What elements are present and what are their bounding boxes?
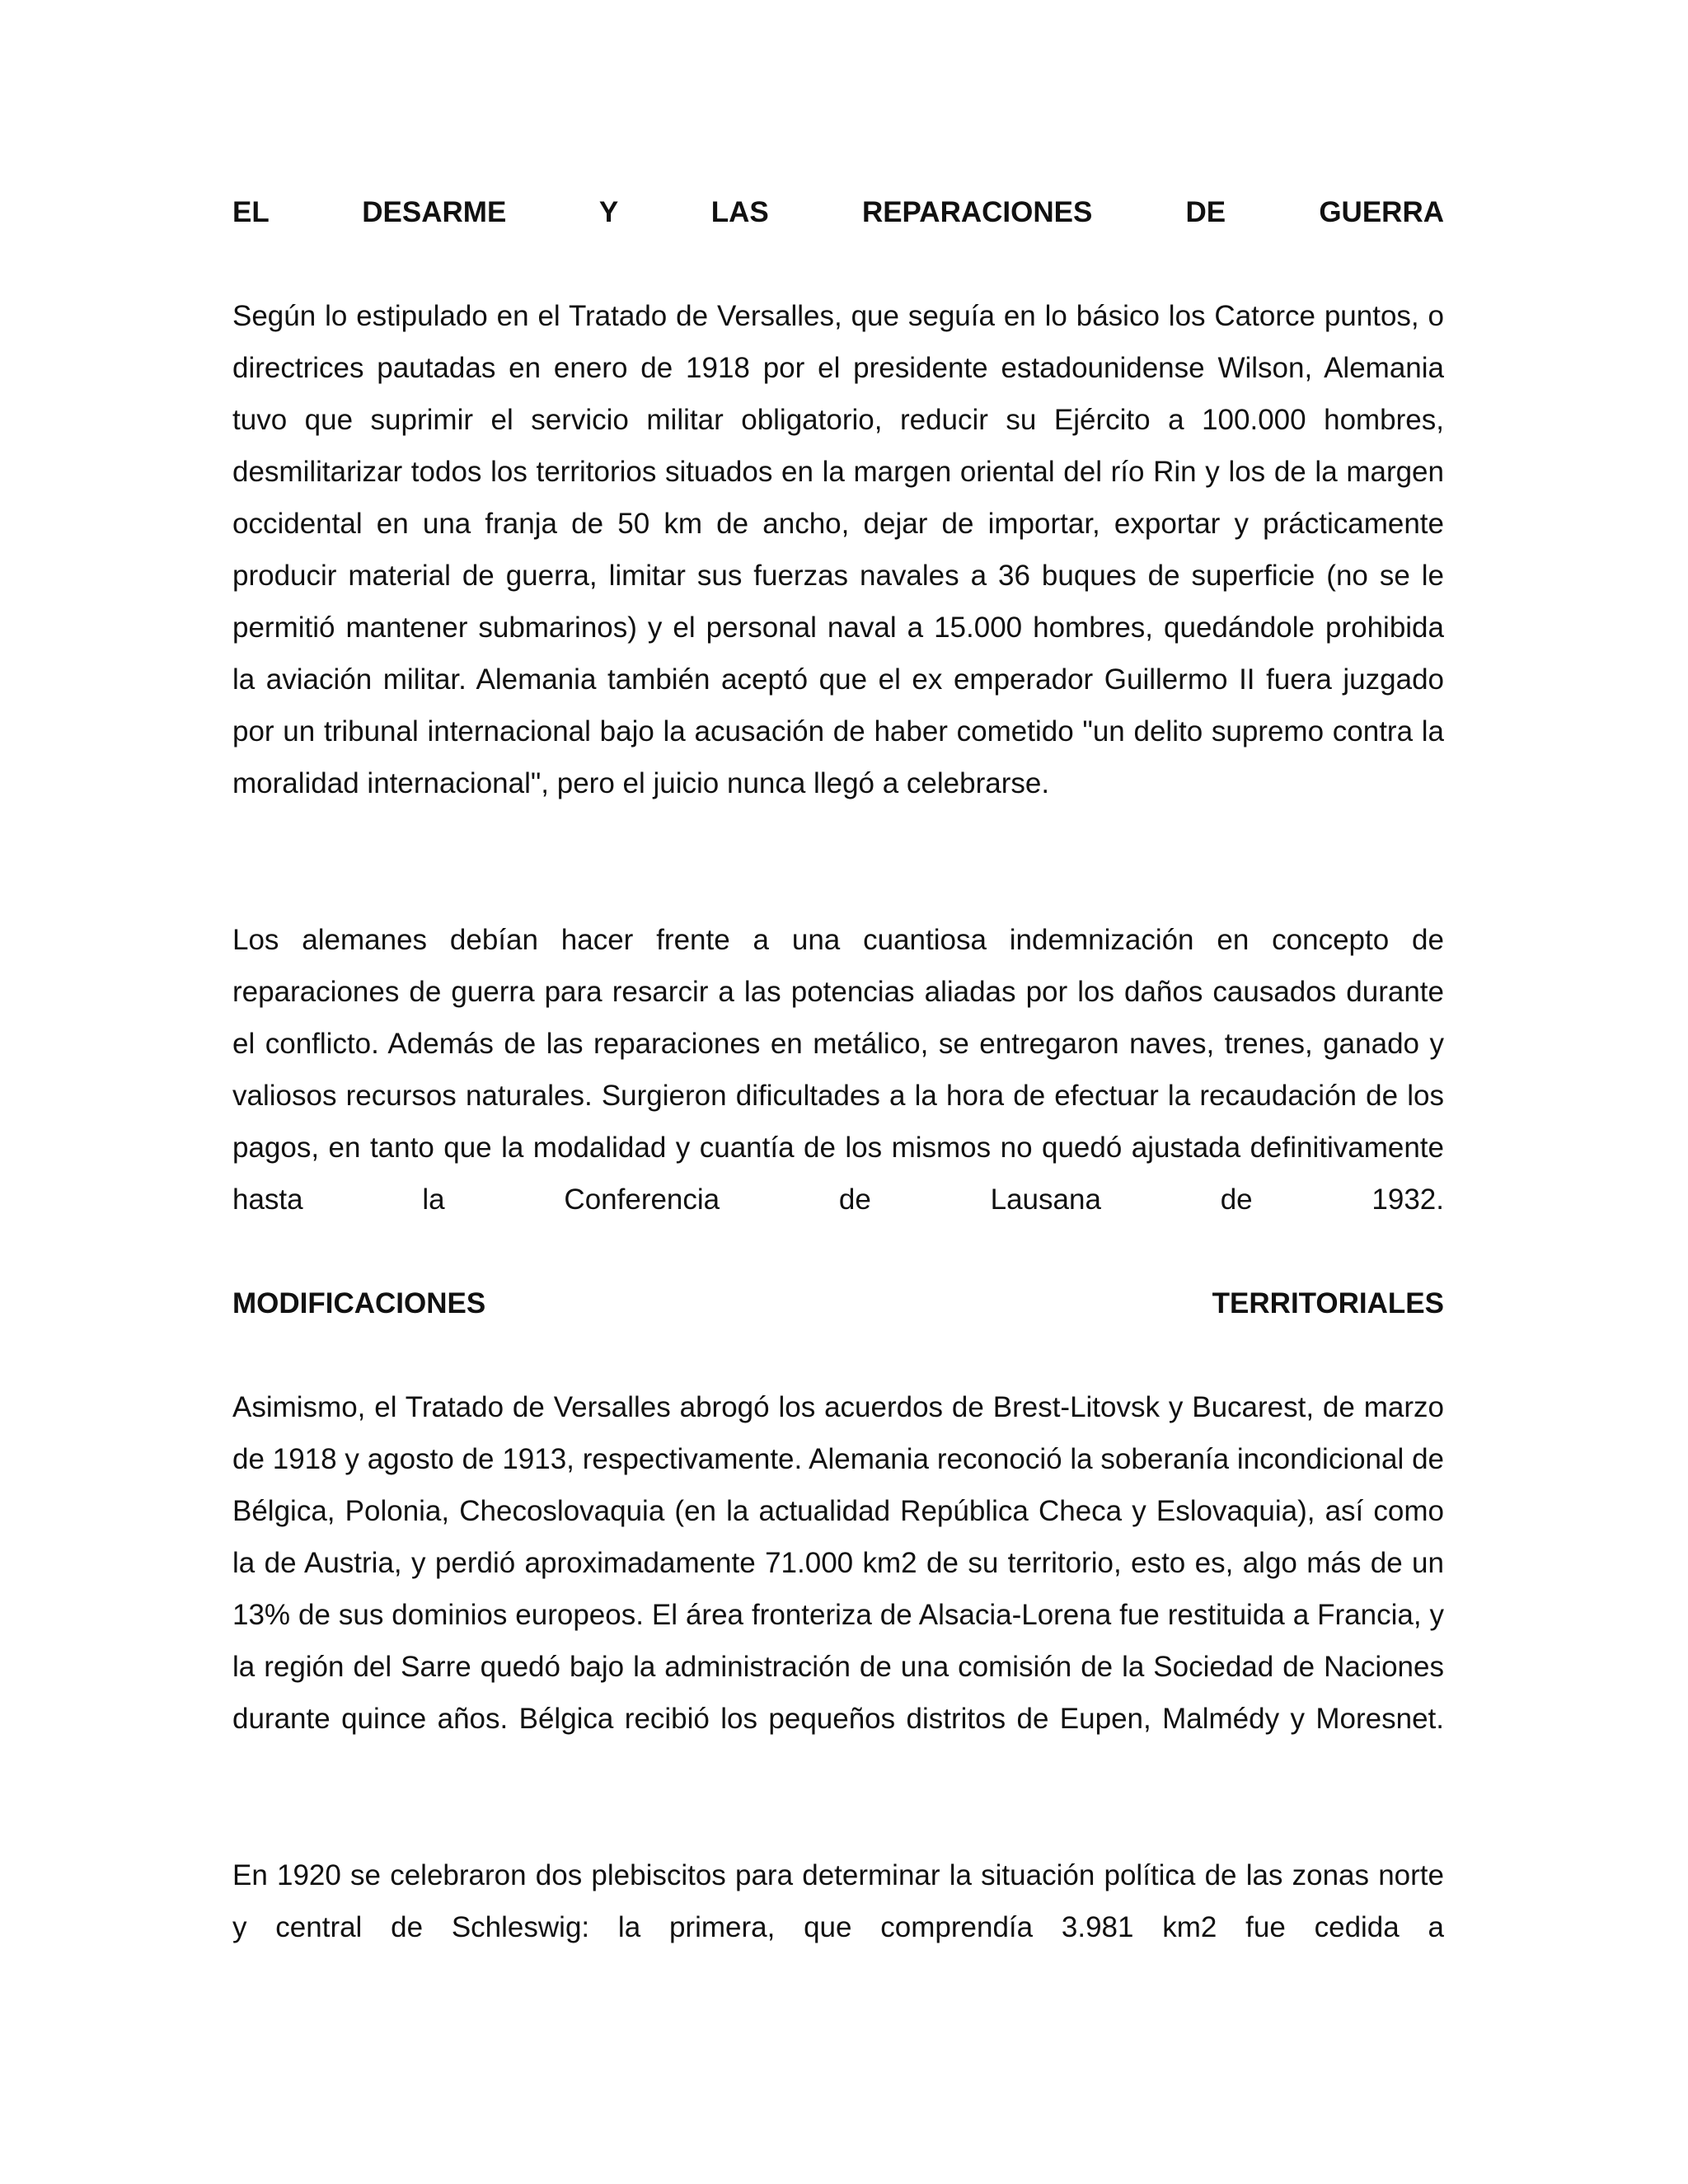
section-heading-territorial: MODIFICACIONES TERRITORIALES xyxy=(232,1287,1444,1319)
paragraph-plebiscites: En 1920 se celebraron dos plebiscitos para determinar la situación política de las zonas norte y central de Schleswig: la primera, que comprendía 3.981 km2 fue cedida a xyxy=(232,1859,1444,1943)
section-heading-disarmament: EL DESARME Y LAS REPARACIONES DE GUERRA xyxy=(232,196,1444,228)
paragraph-territorial-changes: Asimismo, el Tratado de Versalles abrogó los acuerdos de Brest-Litovsk y Bucarest, de marzo de 1918 y agosto de 1913, respectivamente. Alemania reconoció la soberanía incondicional de Bélgica, Polonia, Checoslovaquia (en la actualidad República Checa y Eslovaquia), así como la de Austria, y perdió aproximadamente 71.000 km2 de su territorio, esto es, algo más de un 13% de sus dominios europeos. El área fronteriza de Alsacia-Lorena fue restituida a Francia, y la región del Sarre quedó bajo la administración de una comisión de la Sociedad de Naciones durante quince años. Bélgica recibió los pequeños distritos de Eupen, Malmédy y Moresnet. xyxy=(232,1391,1444,1735)
paragraph-versailles-disarmament: Según lo estipulado en el Tratado de Versalles, que seguía en lo básico los Catorce puntos, o directrices pautadas en enero de 1918 por el presidente estadounidense Wilson, Alemania tuvo que suprimir el servicio militar obligatorio, reducir su Ejército a 100.000 hombres, desmilitarizar todos los territorios situados en la margen oriental del río Rin y los de la margen occidental en una franja de 50 km de ancho, dejar de importar, exportar y prácticamente producir material de guerra, limitar sus fuerzas navales a 36 buques de superficie (no se le permitió mantener submarinos) y el personal naval a 15.000 hombres, quedándole prohibida la aviación militar. Alemania también aceptó que el ex emperador Guillermo II fuera juzgado por un tribunal internacional bajo la acusación de haber cometido "un delito supremo contra la moralidad internacional", pero el juicio nunca llegó a celebrarse. xyxy=(232,300,1444,799)
paragraph-war-reparations: Los alemanes debían hacer frente a una cuantiosa indemnización en concepto de reparaciones de guerra para resarcir a las potencias aliadas por los daños causados durante el conflicto. Además de las reparaciones en metálico, se entregaron naves, trenes, ganado y valiosos recursos naturales. Surgieron dificultades a la hora de efectuar la recaudación de los pagos, en tanto que la modalidad y cuantía de los mismos no quedó ajustada definitivamente hasta la Conferencia de Lausana de 1932. xyxy=(232,924,1444,1216)
